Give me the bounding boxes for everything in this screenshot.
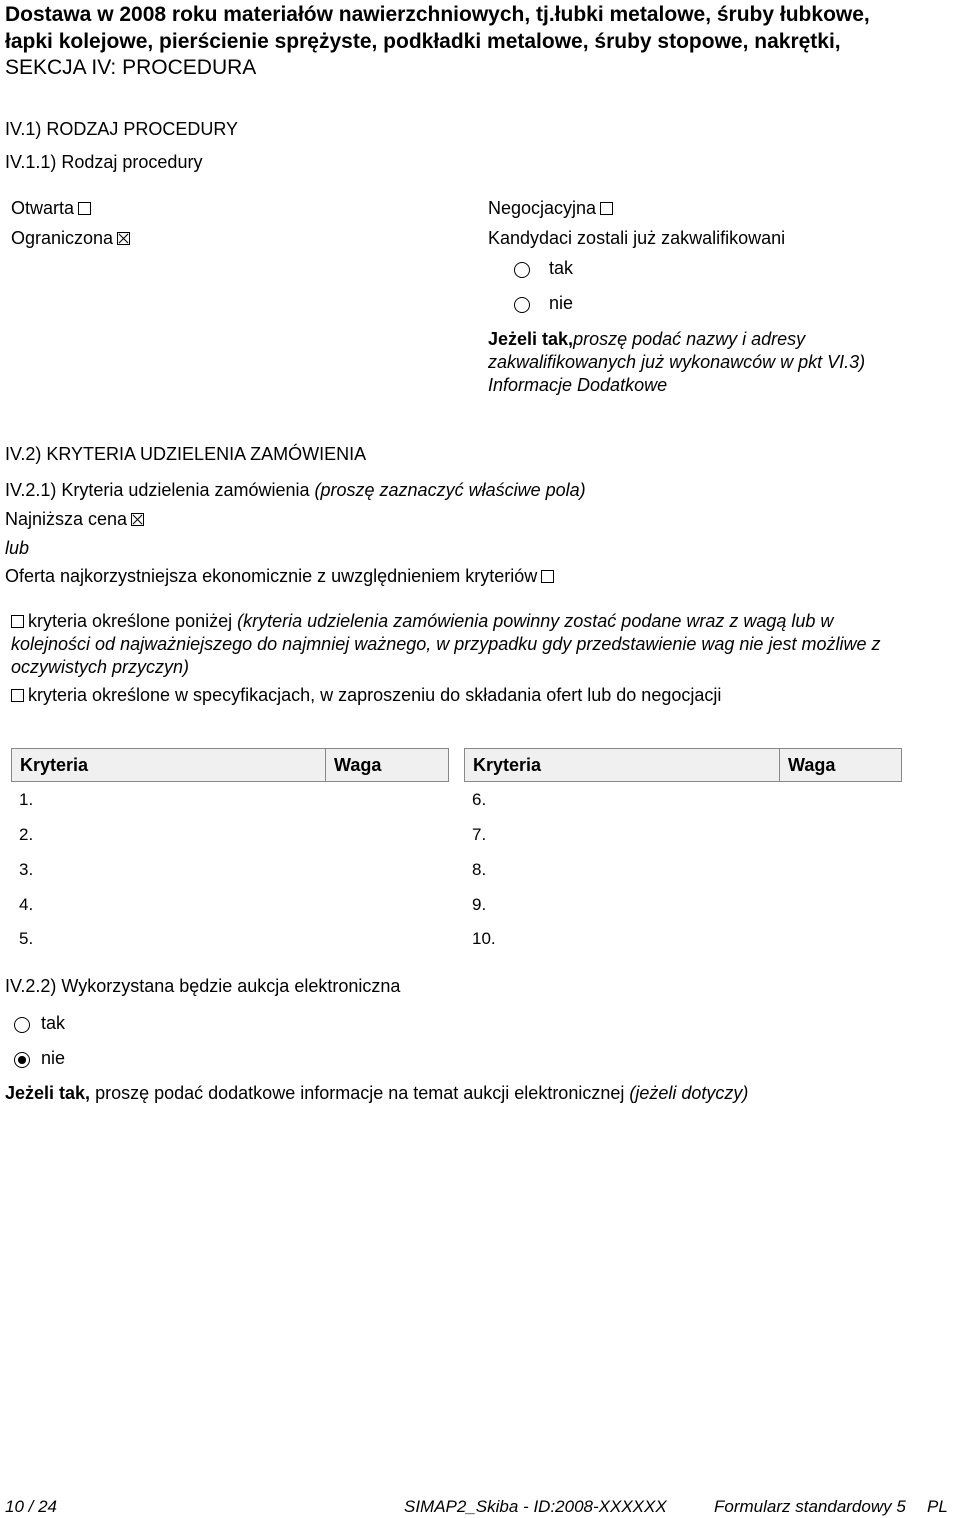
checkbox-empty-icon [541, 570, 554, 583]
iv2-1-title: IV.2.1) Kryteria udzielenia zamówienia [5, 480, 310, 500]
kryt2-label: kryteria określone w specyfikacjach, w zaproszeniu do składania ofert lub do negocjacji [28, 685, 722, 705]
radio-aukcja-nie-selected-icon [14, 1052, 30, 1068]
jezeli-line2: zakwalifikowanych już wykonawców w pkt VI.3) [488, 352, 866, 372]
checkbox-empty-icon [600, 202, 613, 215]
footer-page-number: 10 / 24 [5, 1497, 57, 1516]
footer-form-name: Formularz standardowy 5 [714, 1497, 906, 1516]
radio-nie-icon [514, 297, 530, 313]
negocjacyjna-label: Negocjacyjna [488, 198, 597, 218]
checkbox-checked-icon [131, 513, 144, 526]
kryt1-line3: oczywistych przyczyn) [11, 657, 190, 677]
table-row: 9. [472, 895, 487, 914]
iv1-1-heading: IV.1.1) Rodzaj procedury [5, 152, 203, 172]
table-row: 7. [472, 825, 487, 844]
jezeli-note [488, 328, 865, 397]
document-title-line2: łapki kolejowe, pierścienie sprężyste, podkładki metalowe, śruby stopowe, nakrętki, [5, 30, 841, 53]
iv1-heading: IV.1) RODZAJ PROCEDURY [5, 119, 239, 139]
radio-aukcja-nie-label: nie [41, 1048, 66, 1068]
table-row: 3. [19, 860, 34, 879]
iv2-1-heading [5, 480, 586, 501]
kryteria-specyfikacje [11, 685, 721, 706]
checkbox-empty-icon [11, 689, 24, 702]
kryt1-line2: kolejności od najważniejszego do najmniej ważnego, w przypadku gdy przedstawienie wag nie jest możliwe z [11, 634, 881, 654]
radio-tak-label: tak [549, 258, 574, 278]
kandydaci-label: Kandydaci zostali już zakwalifikowani [488, 228, 786, 248]
table-row: 2. [19, 825, 34, 844]
table-row: 10. [472, 929, 496, 948]
table-row: 4. [19, 895, 34, 914]
iv2-1-hint: (proszę zaznaczyć właściwe pola) [314, 480, 586, 500]
table-header-kryteria-right: Kryteria [464, 748, 780, 782]
lub-label: lub [5, 538, 30, 558]
jezeli-rest: proszę podać nazwy i adresy [573, 329, 806, 349]
checkbox-empty-icon [11, 615, 24, 628]
section-title: SEKCJA IV: PROCEDURA [5, 56, 257, 79]
table-header-waga-right: Waga [779, 748, 902, 782]
footer-document-id: SIMAP2_Skiba - ID:2008-XXXXXX [404, 1497, 667, 1516]
radio-aukcja-tak-icon [14, 1017, 30, 1033]
option-otwarta [11, 198, 91, 219]
radio-tak-icon [514, 262, 530, 278]
aukcja-note [5, 1083, 748, 1104]
document-title-line1: Dostawa w 2008 roku materiałów nawierzchniowych, tj.łubki metalowe, śruby łubkowe, [5, 3, 870, 26]
jezeli-bold: Jeżeli tak, [488, 329, 574, 349]
table-header-waga-left: Waga [325, 748, 449, 782]
aukcja-note-italic: (jeżeli dotyczy) [629, 1083, 749, 1103]
checkbox-checked-icon [117, 232, 130, 245]
table-row: 8. [472, 860, 487, 879]
iv2-heading: IV.2) KRYTERIA UDZIELENIA ZAMÓWIENIA [5, 444, 367, 464]
table-header-kryteria-left: Kryteria [11, 748, 326, 782]
option-negocjacyjna [488, 198, 613, 219]
otwarta-label: Otwarta [11, 198, 75, 218]
najnizsza-label: Najniższa cena [5, 509, 128, 529]
table-row: 1. [19, 790, 34, 809]
checkbox-empty-icon [78, 202, 91, 215]
option-oferta [5, 566, 554, 587]
ograniczona-label: Ograniczona [11, 228, 114, 248]
radio-aukcja-tak-label: tak [41, 1013, 66, 1033]
option-ograniczona [11, 228, 130, 249]
aukcja-note-normal: proszę podać dodatkowe informacje na temat aukcji elektronicznej [90, 1083, 630, 1103]
aukcja-note-bold: Jeżeli tak, [5, 1083, 91, 1103]
oferta-label: Oferta najkorzystniejsza ekonomicznie z uwzględnieniem kryteriów [5, 566, 538, 586]
kryt1-normal: kryteria określone poniżej [28, 611, 233, 631]
radio-nie-label: nie [549, 293, 574, 313]
table-row: 5. [19, 929, 34, 948]
table-row: 6. [472, 790, 487, 809]
option-najnizsza-cena [5, 509, 144, 530]
kryteria-ponizej [11, 610, 951, 679]
iv2-2-heading: IV.2.2) Wykorzystana będzie aukcja elektroniczna [5, 976, 401, 996]
jezeli-line3: Informacje Dodatkowe [488, 375, 668, 395]
footer-language: PL [927, 1497, 948, 1516]
kryt1-italic: (kryteria udzielenia zamówienia powinny zostać podane wraz z wagą lub w [237, 611, 834, 631]
